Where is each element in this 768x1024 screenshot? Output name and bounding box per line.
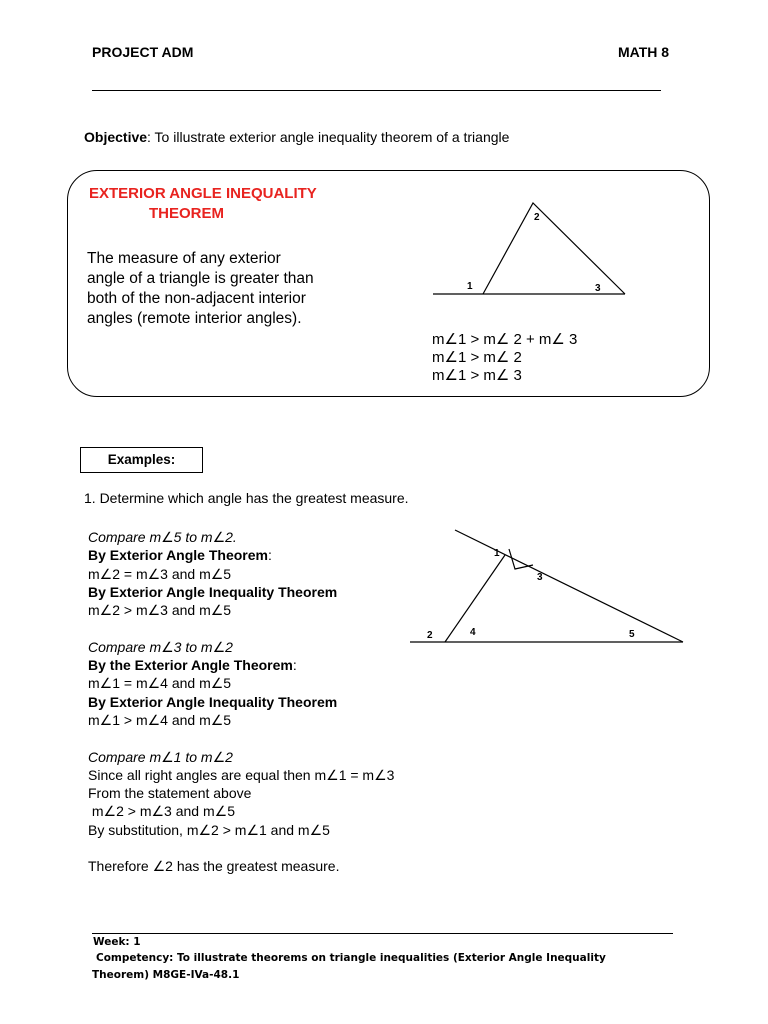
inequality-line: m∠1 > m∠ 2 [432,349,522,366]
inequality-line: m∠1 > m∠ 2 + m∠ 3 [432,331,578,348]
objective [84,129,509,145]
solution-line: By Exterior Angle Inequality Theorem [88,693,338,710]
solution-line: By Exterior Angle Inequality Theorem [88,583,338,600]
example-solution [88,528,394,876]
angle-label-3: 3 [537,572,543,583]
theorem-statement-line: The measure of any exterior [87,250,281,267]
theorem-statement-line: both of the non-adjacent interior [87,290,306,307]
header-title: PROJECT ADM [92,44,194,60]
inequality-line: m∠1 > m∠ 3 [432,367,522,384]
angle-label-2: 2 [427,630,433,641]
solution-line: Compare m∠1 to m∠2 [88,748,233,765]
conclusion-line: Therefore ∠2 has the greatest measure. [88,858,340,875]
theorem-triangle-figure [425,195,635,305]
solution-line: m∠1 = m∠4 and m∠5 [88,675,232,692]
header-rule [92,90,661,91]
footer-week: Week: 1 [93,936,141,948]
angle-label-2: 2 [534,212,540,223]
theorem-title-line2: THEOREM [149,205,224,222]
footer-competency-line1: Competency: To illustrate theorems on triangle inequalities (Exterior Angle Inequality [96,952,606,964]
angle-label-5: 5 [629,629,635,640]
theorem-statement [87,249,314,329]
solution-line-text: By Exterior Angle Theorem [88,547,268,564]
example-question: 1. Determine which angle has the greatest measure. [84,490,409,506]
angle-label-1: 1 [494,548,500,559]
header-subject: MATH 8 [618,44,670,60]
blank-line [88,619,394,637]
solution-line-suffix: : [292,657,297,674]
right-angle-mark [509,549,533,569]
solution-line [88,656,394,674]
triangle-sides [483,203,625,294]
solution-line: By substitution, m∠2 > m∠1 and m∠5 [88,821,330,838]
theorem-inequalities [432,331,577,385]
theorem-statement-line: angles (remote interior angles). [87,310,302,327]
solution-line: m∠2 = m∠3 and m∠5 [88,565,232,582]
solution-line: Compare m∠3 to m∠2 [88,638,233,655]
solution-line: Compare m∠5 to m∠2. [88,529,237,545]
footer-competency-line2: Theorem) M8GE-IVa-48.1 [92,969,240,981]
solution-line [88,546,394,564]
examples-heading-box: Examples: [80,447,203,473]
solution-line: Since all right angles are equal then m∠1 = m∠3 [88,766,395,783]
solution-line: m∠2 > m∠3 and m∠5 [88,803,235,820]
hypotenuse [455,530,683,642]
angle-label-4: 4 [470,627,476,638]
blank-line [88,839,394,857]
footer-rule [92,933,673,934]
solution-line-suffix: : [267,547,272,564]
objective-label: Objective [84,129,148,145]
solution-line: m∠2 > m∠3 and m∠5 [88,602,232,619]
solution-line: m∠1 > m∠4 and m∠5 [88,711,232,728]
angle-label-3: 3 [595,283,601,294]
theorem-title-line1: EXTERIOR ANGLE INEQUALITY [89,185,317,202]
objective-separator: : [147,129,151,145]
solution-line: From the statement above [88,785,252,802]
blank-line [88,729,394,747]
example-triangle-figure [405,525,690,650]
angle-label-1: 1 [467,281,473,292]
theorem-statement-line: angle of a triangle is greater than [87,270,314,287]
solution-line-text: By the Exterior Angle Theorem [88,657,293,674]
objective-text: To illustrate exterior angle inequality theorem of a triangle [150,129,510,145]
